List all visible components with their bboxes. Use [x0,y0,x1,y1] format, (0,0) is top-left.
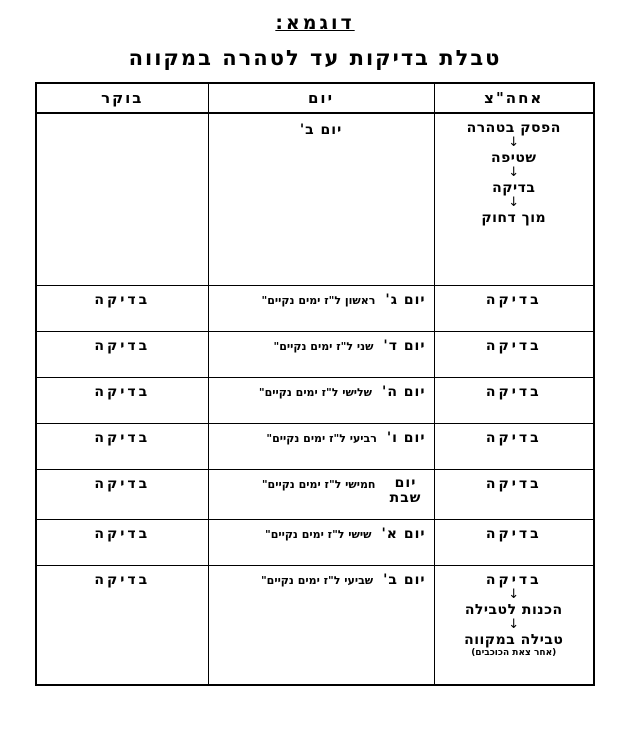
cell-day [208,377,434,423]
day-note: שביעי ל"ז ימים נקיים" [260,573,374,587]
final-step-1: בדיקה [485,571,542,588]
table-row [36,285,594,331]
final-note: (אחר צאת הכוכבים) [471,647,557,658]
morning-check: בדיקה [94,291,151,308]
arrow-down-icon: ↓ [508,586,520,602]
arrow-down-icon: ↓ [508,135,520,151]
cell-evening [434,285,594,331]
cell-day-first [208,113,434,285]
evening-check: בדיקה [485,525,542,542]
cell-day [208,331,434,377]
day-label: יום א' [381,525,426,542]
evening-check: בדיקה [485,383,542,400]
arrow-down-icon: ↓ [508,616,520,632]
cell-morning [36,469,208,519]
arrow-down-icon: ↓ [508,195,520,211]
column-header-evening: אחה"צ [434,83,594,113]
morning-check: בדיקה [94,475,151,492]
column-header-day: יום [208,83,434,113]
day-info [209,424,434,452]
sequence-step-2: שטיפה [490,150,537,167]
cell-morning-final [36,565,208,685]
cell-day [208,285,434,331]
table-header [36,83,594,113]
cell-evening [434,469,594,519]
table-row [36,113,594,285]
purity-check-table [35,82,595,686]
cell-morning [36,377,208,423]
day-note: שלישי ל"ז ימים נקיים" [258,385,373,399]
table-row [36,423,594,469]
table-header-row [36,83,594,113]
day-label: יום ג' [385,291,426,308]
evening-check: בדיקה [485,337,542,354]
table-body [36,113,594,685]
final-step-3: טבילה במקווה [464,631,564,648]
cell-morning [36,423,208,469]
day-info [209,520,434,548]
day-info [209,470,434,513]
cell-evening [434,331,594,377]
table-row [36,519,594,565]
morning-check: בדיקה [94,429,151,446]
document-page [0,12,630,756]
cell-morning-first [36,113,208,285]
day-label: יום ה' [382,383,426,400]
cell-evening [434,519,594,565]
day-note: רביעי ל"ז ימים נקיים" [266,431,377,445]
morning-check: בדיקה [94,525,151,542]
cell-morning [36,285,208,331]
sequence-step-1: הפסק בטהרה [466,120,561,136]
evening-sequence [435,114,594,236]
column-header-morning: בוקר [36,83,208,113]
cell-day-final [208,565,434,685]
page-title: דוגמא: [275,12,355,34]
day-info [209,566,434,594]
sequence-step-3: בדיקה [492,180,536,197]
day-info [209,378,434,406]
cell-evening-final-sequence [434,565,594,685]
cell-day [208,519,434,565]
arrow-down-icon: ↓ [508,165,520,181]
table-row [36,565,594,685]
evening-check: בדיקה [485,429,542,446]
morning-check: בדיקה [94,383,151,400]
final-sequence [435,566,594,668]
cell-morning [36,331,208,377]
day-label: יום ו' [386,429,426,446]
cell-day [208,423,434,469]
day-label: יום ב' [383,571,426,588]
day-note: חמישי ל"ז ימים נקיים" [261,477,376,491]
morning-check: בדיקה [94,337,151,354]
table-row [36,331,594,377]
page-subtitle: טבלת בדיקות עד לטהרה במקווה [128,46,502,70]
day-note: ראשון ל"ז ימים נקיים" [261,293,376,307]
cell-evening-sequence [434,113,594,285]
day-info [209,286,434,314]
table-row [36,377,594,423]
evening-check: בדיקה [485,291,542,308]
day-note: שישי ל"ז ימים נקיים" [264,527,372,541]
cell-day [208,469,434,519]
cell-evening [434,423,594,469]
sequence-step-4: מוך דחוק [481,210,547,227]
day-info [209,332,434,360]
final-step-2: הכנות לטבילה [464,601,563,618]
evening-check: בדיקה [485,475,542,492]
table-row [36,469,594,519]
day-label: יום שבת [389,474,422,506]
cell-evening [434,377,594,423]
morning-check: בדיקה [94,571,151,588]
day-label: יום ב' [299,122,343,138]
day-label: יום ד' [383,337,426,354]
cell-morning [36,519,208,565]
day-note: שני ל"ז ימים נקיים" [273,339,374,353]
